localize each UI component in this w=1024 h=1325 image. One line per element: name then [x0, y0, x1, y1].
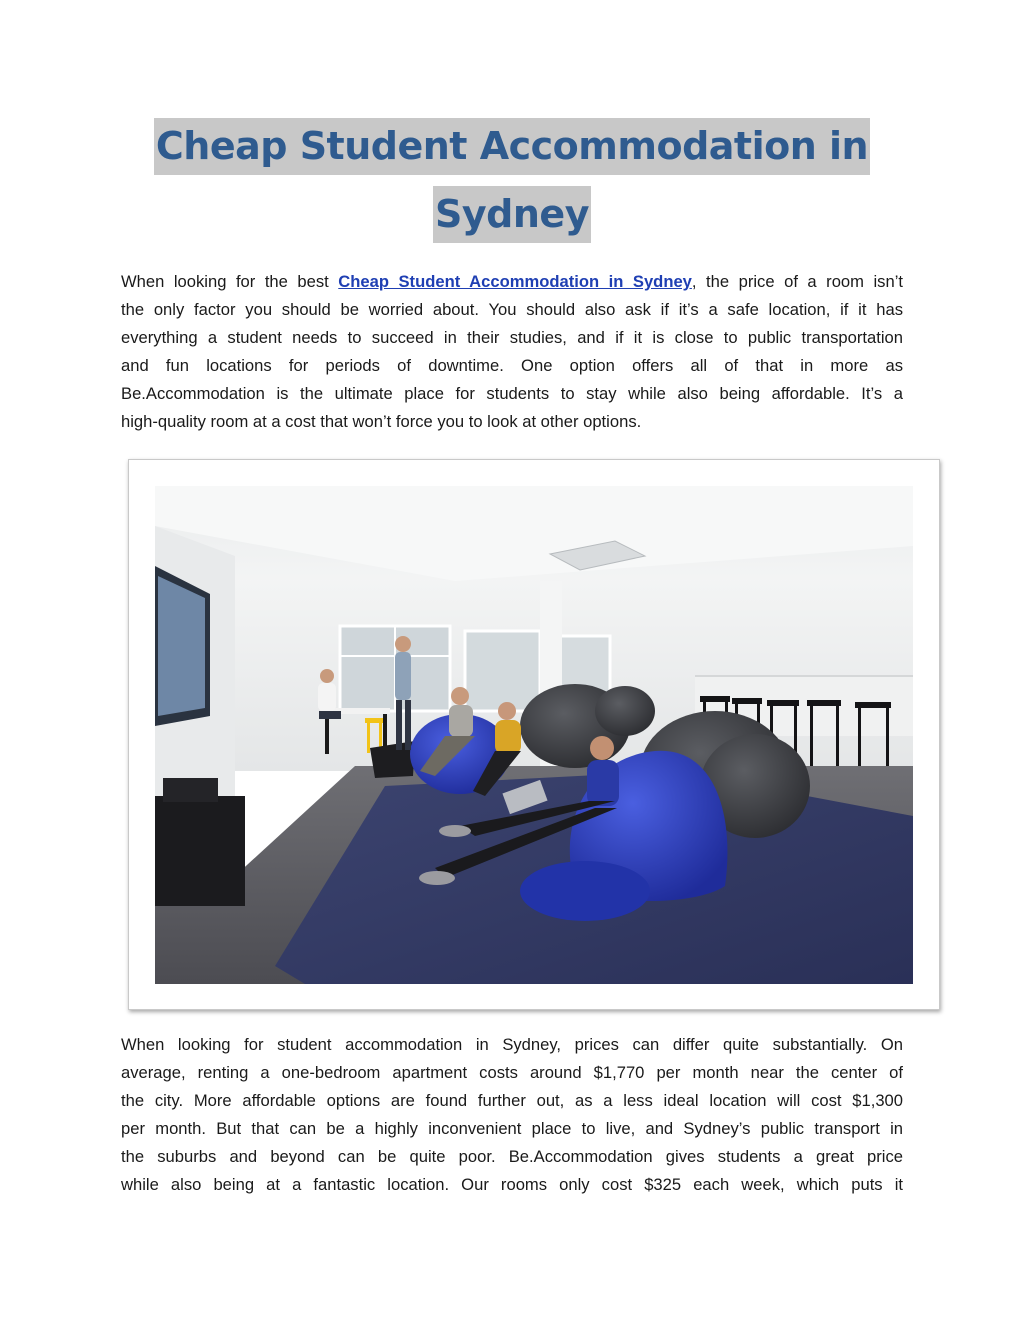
paragraph-line: Be.Accommodation is the ultimate place for students to stay while also being affordable. It’s a [121, 384, 903, 404]
paragraph-line: and fun locations for periods of downtime. One option offers all of that in more as [121, 356, 903, 376]
title-line-2: Sydney [433, 186, 591, 243]
paragraph-line [121, 268, 903, 296]
paragraph-after-link-text: , the price of a room isn’t [691, 272, 903, 291]
photo-frame [128, 459, 940, 1010]
paragraph-line: the city. More affordable options are found further out, as a less ideal location will cost $1,300 [121, 1091, 903, 1111]
paragraph-line: while also being at a fantastic location. Our rooms only cost $325 each week, which puts it [121, 1175, 903, 1195]
paragraph-line: average, renting a one-bedroom apartment costs around $1,770 per month near the center of [121, 1063, 903, 1083]
paragraph-lead-text: When looking for the best [121, 272, 339, 291]
pricing-paragraph [121, 1031, 903, 1200]
intro-paragraph [121, 268, 903, 437]
paragraph-line: When looking for student accommodation in Sydney, prices can differ quite substantially. On [121, 1035, 903, 1054]
paragraph-line: the suburbs and beyond can be quite poor. Be.Accommodation gives students a great price [121, 1147, 903, 1167]
page-title [0, 118, 1024, 243]
title-line-1: Cheap Student Accommodation in [154, 118, 870, 175]
paragraph-line: high-quality room at a cost that won’t force you to look at other options. [121, 412, 642, 432]
paragraph-line: the only factor you should be worried about. You should also ask if it’s a safe location, if it has [121, 300, 903, 320]
paragraph-line: everything a student needs to succeed in their studies, and if it is close to public transportation [121, 328, 903, 348]
accommodation-link[interactable]: Cheap Student Accommodation in Sydney [338, 272, 692, 291]
paragraph-line: per month. But that can be a highly inconvenient place to live, and Sydney’s public transport in [121, 1119, 903, 1139]
common-room-photo [155, 486, 913, 984]
